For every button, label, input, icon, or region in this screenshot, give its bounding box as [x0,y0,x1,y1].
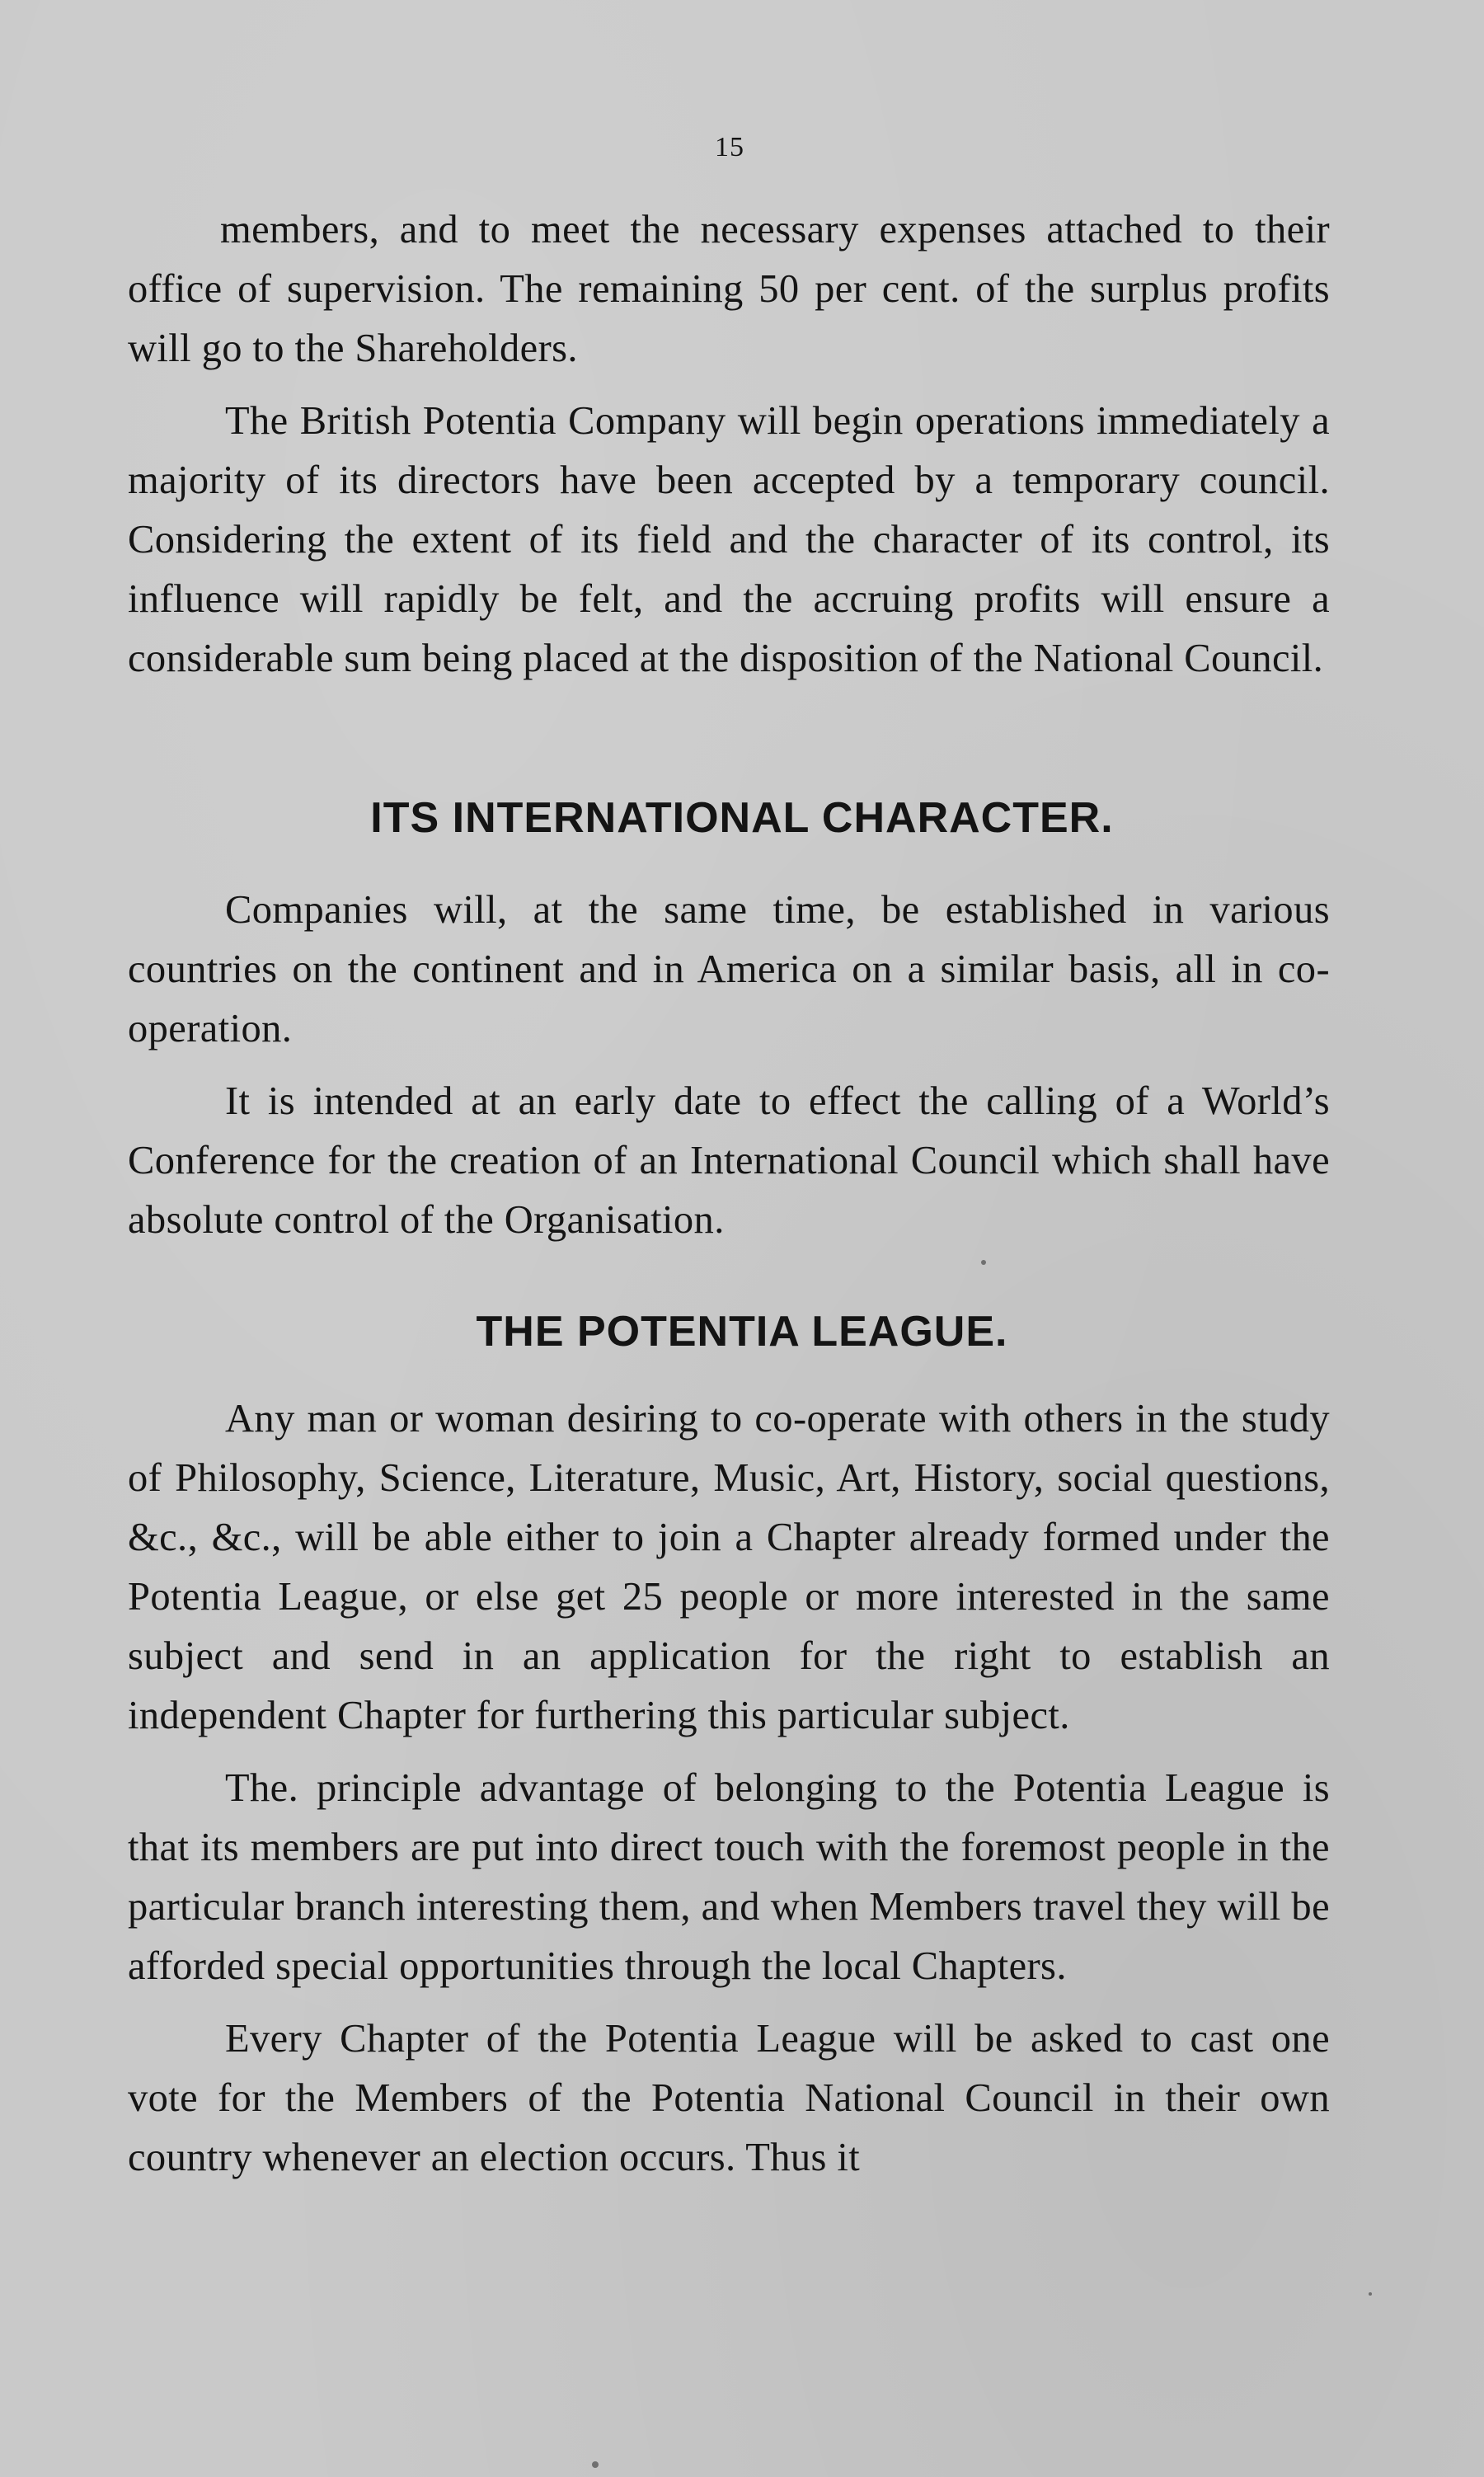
section-heading-league: THE POTENTIA LEAGUE. [476,1308,1008,1356]
page-number: 15 [715,132,744,162]
section-heading-international: ITS INTERNATIONAL CHARACTER. [370,794,1114,842]
paragraph-principle-advantage: The. principle advantage of belonging to the Potentia League is that its members are put into direct touch with the foremost people in the particular branch interesting them, and when Members travel they will be afforded special opportunities through the local Chapters. [128,1766,1330,1988]
international-section [128,881,1330,1250]
paragraph-companies: Companies will, at the same time, be established in various countries on the continent and in America on a similar basis, all in co-operation. [128,888,1330,1050]
paragraph-worlds-conference: It is intended at an early date to effect the calling of a World’s Conference for the creation of an International Council which shall have absolute control of the Organisation. [128,1079,1330,1242]
paragraph-continuation: members, and to meet the necessary expenses attached to their office of supervision. The remaining 50 per cent. of the surplus profits will go to the Shareholders. [128,208,1330,370]
dust-speck [592,2461,599,2468]
dust-speck [1369,2292,1372,2296]
intro-section [128,200,1330,689]
dust-speck [981,1260,986,1265]
league-section [128,1389,1330,2188]
paragraph-any-man-or-woman: Any man or woman desiring to co-operate with others in the study of Philosophy, Science, Literature, Music, Art, History, social questions, &c., &c., will be able either to join a Chapter already formed under the Potentia League, or else get 25 people or more interested in the same subject and send in an application for the right to establish an independent Chapter for furthering this particular subject. [128,1397,1330,1737]
paragraph-every-chapter: Every Chapter of the Potentia League will be asked to cast one vote for the Members of the Potentia National Council in their own country whenever an election occurs. Thus it [128,2017,1330,2179]
paragraph-british-potentia-company: The British Potentia Company will begin operations immediately a majority of its directors have been accepted by a temporary council. Considering the extent of its field and the character of its control, its influence will rapidly be felt, and the accruing profits will ensure a considerable sum being placed at the disposition of the National Council. [128,399,1330,680]
